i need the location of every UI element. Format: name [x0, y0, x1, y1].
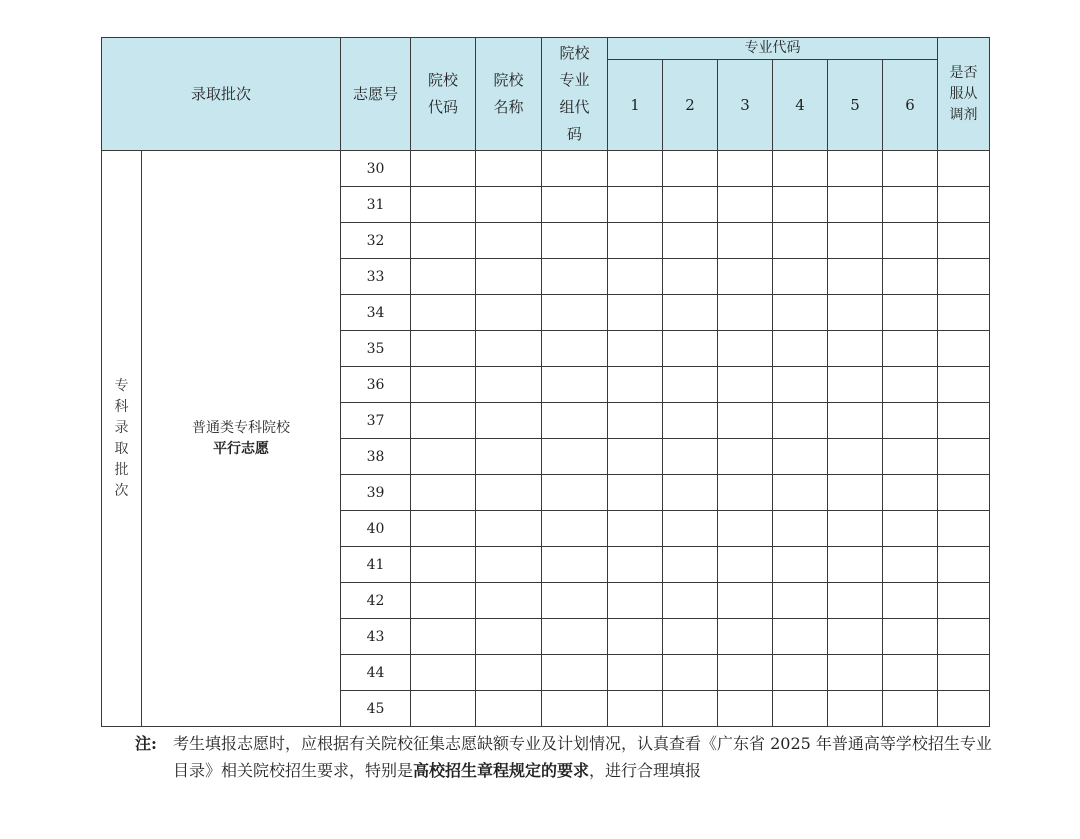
adjust-cell[interactable] — [938, 151, 990, 187]
major-5-cell[interactable] — [828, 439, 883, 475]
major-4-cell[interactable] — [773, 151, 828, 187]
major-2-cell[interactable] — [663, 331, 718, 367]
note-body — [173, 730, 1005, 784]
group-code-cell[interactable] — [542, 691, 608, 727]
school-name-cell[interactable] — [476, 295, 542, 331]
major-3-cell[interactable] — [718, 187, 773, 223]
group-code-cell[interactable] — [542, 331, 608, 367]
school-name-cell[interactable] — [476, 223, 542, 259]
header-school-name — [476, 38, 542, 151]
group-code-cell[interactable] — [542, 367, 608, 403]
adjust-cell[interactable] — [938, 187, 990, 223]
adjust-cell[interactable] — [938, 583, 990, 619]
header-school-name-line: 院校 — [493, 71, 524, 89]
school-code-cell[interactable] — [411, 259, 476, 295]
school-name-cell[interactable] — [476, 403, 542, 439]
major-4-cell[interactable] — [773, 295, 828, 331]
major-1-cell[interactable] — [608, 475, 663, 511]
school-code-cell[interactable] — [411, 331, 476, 367]
major-4-cell[interactable] — [773, 583, 828, 619]
group-code-cell[interactable] — [542, 403, 608, 439]
major-2-cell[interactable] — [663, 403, 718, 439]
major-3-cell[interactable] — [718, 367, 773, 403]
major-3-cell[interactable] — [718, 295, 773, 331]
wish-number: 42 — [341, 583, 411, 619]
major-6-cell[interactable] — [883, 691, 938, 727]
group-code-cell[interactable] — [542, 655, 608, 691]
batch-char: 专 — [114, 377, 129, 394]
school-name-cell[interactable] — [476, 367, 542, 403]
major-3-cell[interactable] — [718, 151, 773, 187]
major-5-cell[interactable] — [828, 331, 883, 367]
wish-number: 38 — [341, 439, 411, 475]
school-name-cell[interactable] — [476, 691, 542, 727]
major-3-cell[interactable] — [718, 511, 773, 547]
major-1-cell[interactable] — [608, 439, 663, 475]
school-name-cell[interactable] — [476, 259, 542, 295]
table-row — [102, 151, 990, 187]
header-major-5: 5 — [828, 60, 883, 151]
school-code-cell[interactable] — [411, 511, 476, 547]
school-code-cell[interactable] — [411, 583, 476, 619]
major-2-cell[interactable] — [663, 187, 718, 223]
major-2-cell[interactable] — [663, 691, 718, 727]
header-adjust-line: 服从 — [949, 85, 978, 102]
major-4-cell[interactable] — [773, 403, 828, 439]
adjust-cell[interactable] — [938, 691, 990, 727]
school-name-cell[interactable] — [476, 331, 542, 367]
major-2-cell[interactable] — [663, 475, 718, 511]
major-6-cell[interactable] — [883, 583, 938, 619]
school-name-cell[interactable] — [476, 547, 542, 583]
major-1-cell[interactable] — [608, 223, 663, 259]
major-3-cell[interactable] — [718, 439, 773, 475]
group-code-cell[interactable] — [542, 187, 608, 223]
adjust-cell[interactable] — [938, 655, 990, 691]
major-2-cell[interactable] — [663, 619, 718, 655]
school-name-cell[interactable] — [476, 619, 542, 655]
school-name-cell[interactable] — [476, 439, 542, 475]
header-school-code-line: 院校 — [428, 71, 459, 89]
wish-number: 36 — [341, 367, 411, 403]
wish-number: 41 — [341, 547, 411, 583]
header-batch: 录取批次 — [102, 38, 341, 151]
batch-char: 批 — [114, 461, 129, 478]
major-6-cell[interactable] — [883, 439, 938, 475]
major-2-cell[interactable] — [663, 511, 718, 547]
school-name-cell[interactable] — [476, 187, 542, 223]
major-5-cell[interactable] — [828, 655, 883, 691]
type-line2: 平行志愿 — [213, 440, 269, 457]
major-1-cell[interactable] — [608, 187, 663, 223]
major-2-cell[interactable] — [663, 259, 718, 295]
major-1-cell[interactable] — [608, 511, 663, 547]
major-1-cell[interactable] — [608, 295, 663, 331]
footnote — [135, 730, 1005, 784]
major-6-cell[interactable] — [883, 151, 938, 187]
header-group-code — [542, 38, 608, 151]
note-text-bold: 高校招生章程规定的要求 — [413, 761, 590, 780]
major-3-cell[interactable] — [718, 547, 773, 583]
major-1-cell[interactable] — [608, 583, 663, 619]
school-code-cell[interactable] — [411, 187, 476, 223]
major-3-cell[interactable] — [718, 691, 773, 727]
header-major-4: 4 — [773, 60, 828, 151]
batch-char: 科 — [114, 398, 129, 415]
adjust-cell[interactable] — [938, 295, 990, 331]
wish-number: 37 — [341, 403, 411, 439]
school-code-cell[interactable] — [411, 367, 476, 403]
major-6-cell[interactable] — [883, 331, 938, 367]
major-6-cell[interactable] — [883, 511, 938, 547]
major-5-cell[interactable] — [828, 547, 883, 583]
major-6-cell[interactable] — [883, 475, 938, 511]
wish-number: 39 — [341, 475, 411, 511]
major-4-cell[interactable] — [773, 187, 828, 223]
application-form-table — [101, 37, 990, 727]
batch-char: 次 — [114, 482, 129, 499]
school-code-cell[interactable] — [411, 295, 476, 331]
note-text-2: ，进行合理填报 — [589, 761, 702, 780]
major-3-cell[interactable] — [718, 223, 773, 259]
major-5-cell[interactable] — [828, 619, 883, 655]
adjust-cell[interactable] — [938, 547, 990, 583]
school-code-cell[interactable] — [411, 619, 476, 655]
major-5-cell[interactable] — [828, 583, 883, 619]
header-major-code: 专业代码 — [608, 38, 938, 60]
major-5-cell[interactable] — [828, 403, 883, 439]
major-4-cell[interactable] — [773, 331, 828, 367]
major-2-cell[interactable] — [663, 655, 718, 691]
wish-number: 31 — [341, 187, 411, 223]
major-3-cell[interactable] — [718, 583, 773, 619]
major-5-cell[interactable] — [828, 187, 883, 223]
header-group-code-line: 组代 — [559, 98, 590, 116]
major-5-cell[interactable] — [828, 511, 883, 547]
major-5-cell[interactable] — [828, 475, 883, 511]
school-code-cell[interactable] — [411, 655, 476, 691]
major-4-cell[interactable] — [773, 655, 828, 691]
adjust-cell[interactable] — [938, 331, 990, 367]
header-adjust-line: 调剂 — [949, 106, 978, 123]
major-3-cell[interactable] — [718, 403, 773, 439]
major-1-cell[interactable] — [608, 403, 663, 439]
adjust-cell[interactable] — [938, 439, 990, 475]
school-code-cell[interactable] — [411, 223, 476, 259]
major-2-cell[interactable] — [663, 439, 718, 475]
adjust-cell[interactable] — [938, 511, 990, 547]
major-5-cell[interactable] — [828, 223, 883, 259]
major-1-cell[interactable] — [608, 367, 663, 403]
major-6-cell[interactable] — [883, 187, 938, 223]
adjust-cell[interactable] — [938, 259, 990, 295]
wish-number: 45 — [341, 691, 411, 727]
major-4-cell[interactable] — [773, 439, 828, 475]
note-label: 注: — [135, 734, 157, 753]
wish-number: 30 — [341, 151, 411, 187]
major-3-cell[interactable] — [718, 655, 773, 691]
school-code-cell[interactable] — [411, 547, 476, 583]
header-wish-no: 志愿号 — [341, 38, 411, 151]
header-adjust-line: 是否 — [949, 64, 978, 81]
header-adjust — [938, 38, 990, 151]
major-2-cell[interactable] — [663, 223, 718, 259]
header-group-code-line: 码 — [567, 125, 583, 143]
group-code-cell[interactable] — [542, 223, 608, 259]
major-4-cell[interactable] — [773, 547, 828, 583]
adjust-cell[interactable] — [938, 367, 990, 403]
major-1-cell[interactable] — [608, 691, 663, 727]
major-1-cell[interactable] — [608, 619, 663, 655]
group-code-cell[interactable] — [542, 151, 608, 187]
major-5-cell[interactable] — [828, 259, 883, 295]
school-code-cell[interactable] — [411, 151, 476, 187]
wish-number: 34 — [341, 295, 411, 331]
group-code-cell[interactable] — [542, 619, 608, 655]
major-1-cell[interactable] — [608, 151, 663, 187]
group-code-cell[interactable] — [542, 295, 608, 331]
school-code-cell[interactable] — [411, 691, 476, 727]
school-code-cell[interactable] — [411, 403, 476, 439]
major-3-cell[interactable] — [718, 475, 773, 511]
group-code-cell[interactable] — [542, 475, 608, 511]
major-2-cell[interactable] — [663, 295, 718, 331]
major-6-cell[interactable] — [883, 259, 938, 295]
type-cell — [142, 151, 341, 727]
type-line1: 普通类专科院校 — [192, 419, 290, 436]
major-1-cell[interactable] — [608, 547, 663, 583]
school-name-cell[interactable] — [476, 655, 542, 691]
major-2-cell[interactable] — [663, 367, 718, 403]
major-4-cell[interactable] — [773, 619, 828, 655]
school-code-cell[interactable] — [411, 439, 476, 475]
wish-number: 43 — [341, 619, 411, 655]
major-6-cell[interactable] — [883, 655, 938, 691]
wish-number: 35 — [341, 331, 411, 367]
adjust-cell[interactable] — [938, 223, 990, 259]
major-6-cell[interactable] — [883, 295, 938, 331]
batch-char: 取 — [114, 440, 129, 457]
wish-number: 44 — [341, 655, 411, 691]
header-school-name-line: 名称 — [493, 98, 524, 116]
adjust-cell[interactable] — [938, 475, 990, 511]
school-code-cell[interactable] — [411, 475, 476, 511]
major-1-cell[interactable] — [608, 655, 663, 691]
wish-number: 33 — [341, 259, 411, 295]
major-6-cell[interactable] — [883, 403, 938, 439]
header-group-code-line: 院校 — [559, 44, 590, 62]
major-3-cell[interactable] — [718, 619, 773, 655]
school-name-cell[interactable] — [476, 583, 542, 619]
school-name-cell[interactable] — [476, 475, 542, 511]
major-5-cell[interactable] — [828, 295, 883, 331]
header-major-3: 3 — [718, 60, 773, 151]
major-4-cell[interactable] — [773, 475, 828, 511]
adjust-cell[interactable] — [938, 619, 990, 655]
major-2-cell[interactable] — [663, 547, 718, 583]
header-major-2: 2 — [663, 60, 718, 151]
wish-number: 32 — [341, 223, 411, 259]
major-3-cell[interactable] — [718, 331, 773, 367]
table-body — [102, 151, 990, 727]
major-4-cell[interactable] — [773, 223, 828, 259]
major-6-cell[interactable] — [883, 547, 938, 583]
wish-number: 40 — [341, 511, 411, 547]
group-code-cell[interactable] — [542, 583, 608, 619]
group-code-cell[interactable] — [542, 259, 608, 295]
group-code-cell[interactable] — [542, 547, 608, 583]
group-code-cell[interactable] — [542, 439, 608, 475]
major-6-cell[interactable] — [883, 223, 938, 259]
batch-char: 录 — [114, 419, 129, 436]
major-5-cell[interactable] — [828, 151, 883, 187]
major-6-cell[interactable] — [883, 619, 938, 655]
header-major-6: 6 — [883, 60, 938, 151]
adjust-cell[interactable] — [938, 403, 990, 439]
major-4-cell[interactable] — [773, 259, 828, 295]
major-1-cell[interactable] — [608, 331, 663, 367]
school-name-cell[interactable] — [476, 151, 542, 187]
major-4-cell[interactable] — [773, 511, 828, 547]
header-group-code-line: 专业 — [559, 71, 590, 89]
major-1-cell[interactable] — [608, 259, 663, 295]
major-5-cell[interactable] — [828, 367, 883, 403]
major-2-cell[interactable] — [663, 151, 718, 187]
header-school-code-line: 代码 — [428, 98, 459, 116]
major-3-cell[interactable] — [718, 259, 773, 295]
school-name-cell[interactable] — [476, 511, 542, 547]
major-4-cell[interactable] — [773, 367, 828, 403]
major-6-cell[interactable] — [883, 367, 938, 403]
major-4-cell[interactable] — [773, 691, 828, 727]
header-school-code — [411, 38, 476, 151]
header-major-1: 1 — [608, 60, 663, 151]
major-5-cell[interactable] — [828, 691, 883, 727]
note-text-1: 考生填报志愿时，应根据有关院校征集志愿缺额专业及计划情况，认真查看《广东省 2025 年普通高等学校招生专业目录》相关院校招生要求，特别是 — [173, 734, 992, 780]
group-code-cell[interactable] — [542, 511, 608, 547]
batch-cell — [102, 151, 142, 727]
major-2-cell[interactable] — [663, 583, 718, 619]
